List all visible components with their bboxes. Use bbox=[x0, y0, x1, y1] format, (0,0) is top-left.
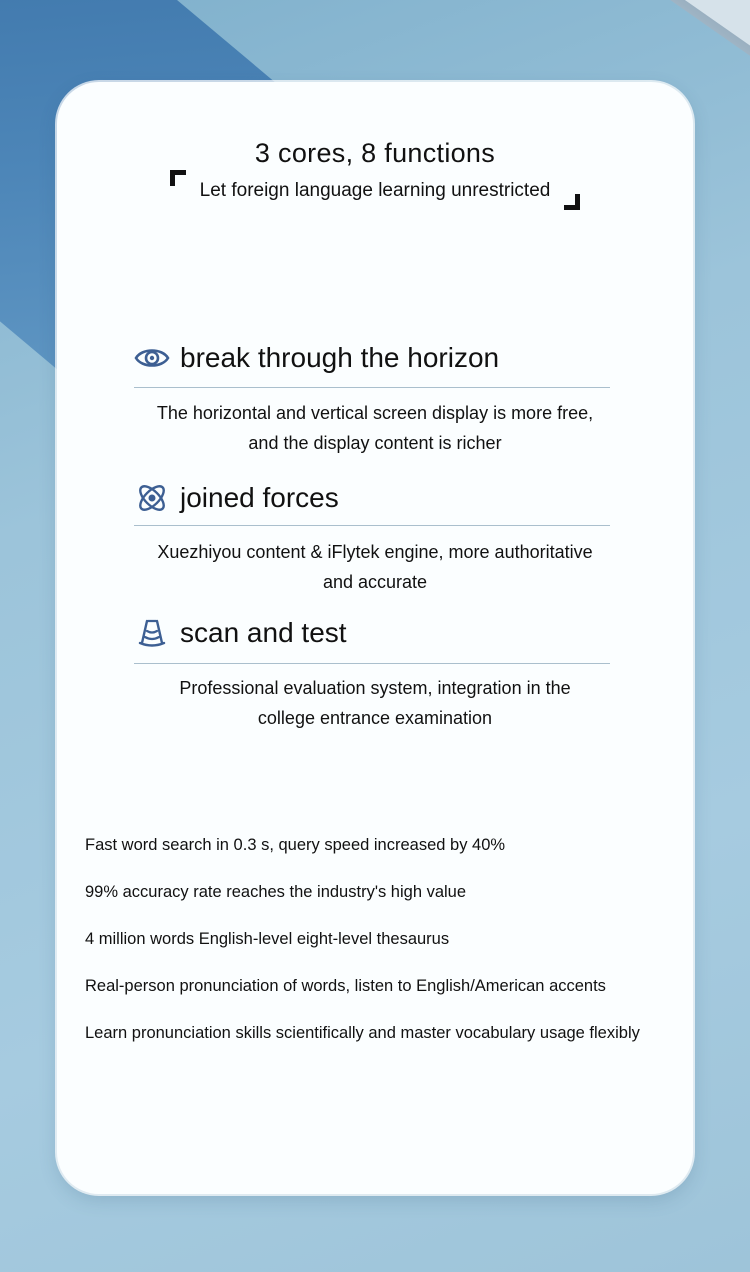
feature-header bbox=[134, 613, 347, 653]
feature-title: scan and test bbox=[180, 617, 347, 648]
feature-description-line: The horizontal and vertical screen display is more free, bbox=[156, 403, 594, 423]
list-item: 99% accuracy rate reaches the industry's high value bbox=[85, 883, 467, 901]
feature-description bbox=[97, 398, 653, 458]
list-item: Real-person pronunciation of words, listen to English/American accents bbox=[85, 977, 606, 995]
feature-title: joined forces bbox=[180, 482, 339, 513]
feature-description-line: Xuezhiyou content & iFlytek engine, more authoritative bbox=[157, 542, 593, 562]
feature-card bbox=[57, 82, 693, 1194]
feature-title: break through the horizon bbox=[180, 342, 500, 373]
atom-icon bbox=[134, 480, 170, 516]
list-item: 4 million words English-level eight-level thesaurus bbox=[85, 930, 450, 948]
feature-list bbox=[85, 830, 640, 1065]
list-item: Learn pronunciation skills scientifically and master vocabulary usage flexibly bbox=[85, 1024, 640, 1042]
subtitle: Let foreign language learning unrestricted bbox=[199, 180, 551, 201]
background-panel-right-edge bbox=[655, 0, 750, 65]
scan-icon bbox=[134, 615, 170, 651]
feature-description-line: Professional evaluation system, integration in the bbox=[179, 678, 571, 698]
list-item: Fast word search in 0.3 s, query speed increased by 40% bbox=[85, 836, 506, 854]
feature-description-line: and the display content is richer bbox=[248, 433, 502, 453]
feature-description bbox=[97, 673, 653, 733]
subtitle-block bbox=[170, 170, 580, 210]
divider bbox=[134, 525, 610, 526]
feature-header bbox=[134, 338, 499, 378]
divider bbox=[134, 387, 610, 388]
quote-bracket-close-icon bbox=[564, 194, 580, 210]
feature-description bbox=[97, 537, 653, 597]
feature-description-line: college entrance examination bbox=[257, 708, 493, 728]
eye-icon bbox=[134, 340, 170, 376]
divider bbox=[134, 663, 610, 664]
feature-header bbox=[134, 478, 339, 518]
page-title: 3 cores, 8 functions bbox=[254, 138, 496, 168]
feature-description-line: and accurate bbox=[322, 572, 428, 592]
